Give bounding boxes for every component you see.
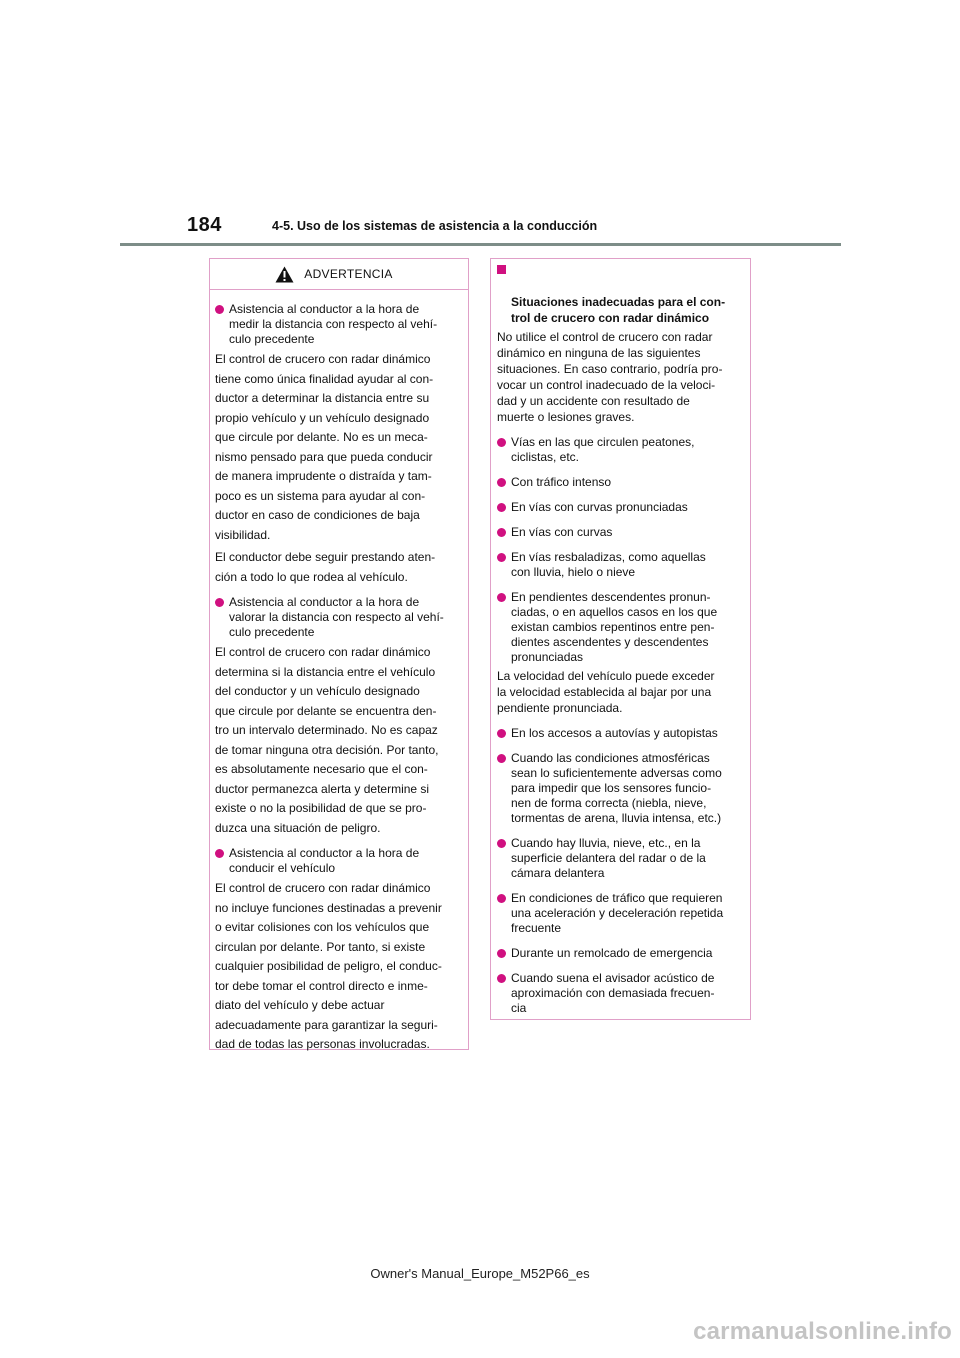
situation-item: Cuando suena el avisador acústico de aproximación con demasiada frecuen- cia: [497, 971, 742, 1016]
bullet-dot-icon: [497, 478, 506, 487]
warning-item-heading: Asistencia al conductor a la hora de medir la distancia con respecto al vehí- culo precedente: [215, 302, 454, 347]
bullet-dot-icon: [497, 894, 506, 903]
warning-item-heading: Asistencia al conductor a la hora de valorar la distancia con respecto al vehí- culo precedente: [215, 595, 454, 640]
bullet-dot-icon: [497, 503, 506, 512]
situation-item: En pendientes descendentes pronun- ciadas, o en aquellos casos en los que existan cambios repentinos entre pen- dientes ascendentes y descendentes pronunciadas: [497, 590, 742, 665]
bullet-dot-icon: [497, 438, 506, 447]
situation-item: En vías con curvas pronunciadas: [497, 500, 742, 515]
header-divider: [120, 243, 841, 246]
bullet-dot-icon: [215, 849, 224, 858]
warning-box: [209, 258, 469, 1050]
situation-item: En vías resbaladizas, como aquellas con lluvia, hielo o nieve: [497, 550, 742, 580]
bullet-dot-icon: [497, 729, 506, 738]
situation-item: Con tráfico intenso: [497, 475, 742, 490]
square-bullet-icon: [497, 265, 506, 274]
bullet-dot-icon: [215, 305, 224, 314]
situations-heading: Situaciones inadecuadas para el con- trol de crucero con radar dinámico: [497, 262, 742, 326]
warning-paragraph: El control de crucero con radar dinámico tiene como única finalidad ayudar al con- ductor a determinar la distancia entre su propio vehículo y un vehículo designado que circule por delante. No es un meca- nismo pensado para que pueda conducir de manera imprudente o distraída y tam- poco es un sistema para ayudar al con- ductor en caso de condiciones de baja visibilidad.: [215, 352, 434, 542]
situations-intro: No utilice el control de crucero con radar dinámico en ninguna de las siguientes situaciones. En caso contrario, podría pro- vocar un control inadecuado de la veloci- dad y un accidente con resultado de muerte o lesiones graves.: [497, 330, 723, 424]
warning-paragraph: El control de crucero con radar dinámico no incluye funciones destinadas a prevenir o evitar colisiones con los vehículos que circulan por delante. Por tanto, si existe cualquier posibilidad de peligro, el conduc- tor debe tomar el control directo e inme- diato del vehículo y debe actuar adecuadamente para garantizar la seguri- dad de todas las personas involucradas.: [215, 881, 442, 1051]
situation-item: Cuando hay lluvia, nieve, etc., en la superficie delantera del radar o de la cámara delantera: [497, 836, 742, 881]
situation-item: En vías con curvas: [497, 525, 742, 540]
situation-item: Vías en las que circulen peatones, ciclistas, etc.: [497, 435, 742, 465]
page-number: 184: [187, 214, 222, 236]
footer-doc-id: Owner's Manual_Europe_M52P66_es: [370, 1266, 590, 1281]
situation-item: En los accesos a autovías y autopistas: [497, 726, 742, 741]
warning-triangle-icon: [275, 266, 294, 283]
section-title: 4-5. Uso de los sistemas de asistencia a la conducción: [272, 219, 598, 233]
situation-item: Cuando las condiciones atmosféricas sean lo suficientemente adversas como para impedir que los sensores funcio- nen de forma correcta (niebla, nieve, tormentas de arena, lluvia intensa, etc.): [497, 751, 742, 826]
situation-item: Durante un remolcado de emergencia: [497, 946, 742, 961]
watermark: carmanualsonline.info: [693, 1318, 952, 1345]
bullet-dot-icon: [497, 593, 506, 602]
bullet-dot-icon: [215, 598, 224, 607]
warning-header: [210, 259, 468, 290]
bullet-dot-icon: [497, 949, 506, 958]
situation-item: En condiciones de tráfico que requieren una aceleración y deceleración repetida frecuente: [497, 891, 742, 936]
warning-paragraph: El conductor debe seguir prestando aten- ción a todo lo que rodea al vehículo.: [215, 550, 436, 584]
warning-paragraph: El control de crucero con radar dinámico determina si la distancia entre el vehículo del conductor y un vehículo designado que circule por delante se encuentra den- tro un intervalo determinado. No es capaz de tomar ninguna otra decisión. Por tanto, es absolutamente necesario que el con- ductor permanezca alerta y determine si existe o no la posibilidad de que se pro- duzca una situación de peligro.: [215, 645, 439, 835]
situation-note: La velocidad del vehículo puede exceder la velocidad establecida al bajar por una pendiente pronunciada.: [497, 669, 715, 715]
warning-body: [210, 290, 468, 1055]
bullet-dot-icon: [497, 553, 506, 562]
bullet-dot-icon: [497, 974, 506, 983]
bullet-dot-icon: [497, 528, 506, 537]
warning-item-heading: Asistencia al conductor a la hora de conducir el vehículo: [215, 846, 454, 876]
warning-title: ADVERTENCIA: [304, 267, 393, 281]
situations-body: [491, 259, 750, 1016]
bullet-dot-icon: [497, 839, 506, 848]
bullet-dot-icon: [497, 754, 506, 763]
situations-box: [490, 258, 751, 1020]
